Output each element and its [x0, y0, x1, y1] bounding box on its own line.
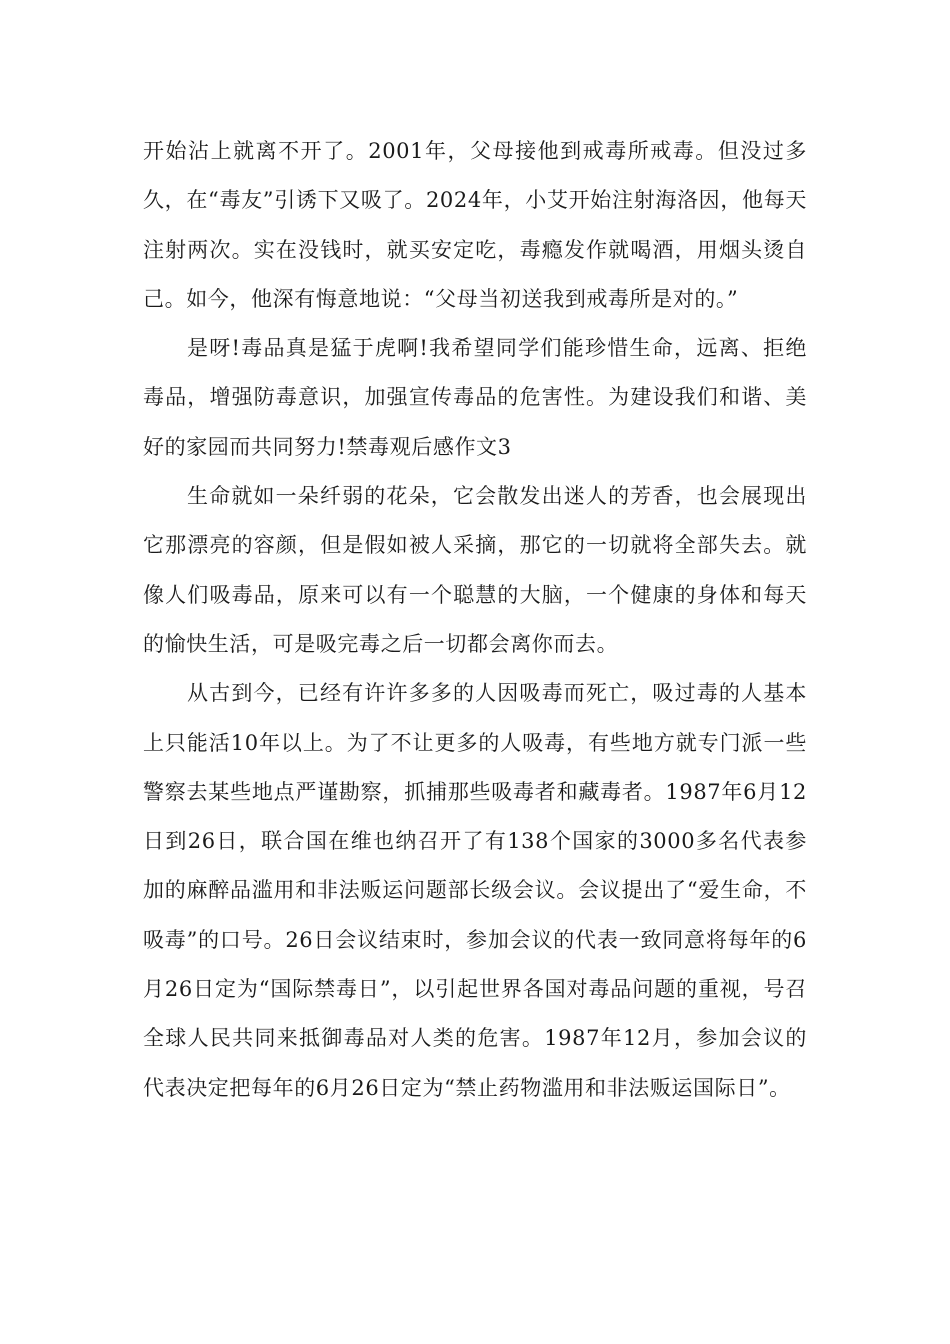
paragraph-1: 开始沾上就离不开了。2001年，父母接他到戒毒所戒毒。但没过多久，在“毒友”引诱下又吸了。2024年，小艾开始注射海洛因，他每天注射两次。实在没钱时，就买安定吃，毒瘾发作就喝酒，用烟头烫自己。如今，他深有悔意地说：“父母当初送我到戒毒所是对的。”	[143, 139, 807, 311]
paragraph-4: 从古到今，已经有许许多多的人因吸毒而死亡，吸过毒的人基本上只能活10年以上。为了不让更多的人吸毒，有些地方就专门派一些警察去某些地点严谨勘察，抓捕那些吸毒者和藏毒者。1987年6月12日到26日，联合国在维也纳召开了有138个国家的3000多名代表参加的麻醉品滥用和非法贩运问题部长级会议。会议提出了“爱生命，不吸毒”的口号。26日会议结束时，参加会议的代表一致同意将每年的6月26日定为“国际禁毒日”，以引起世界各国对毒品问题的重视，号召全球人民共同来抵御毒品对人类的危害。1987年12月，参加会议的代表决定把每年的6月26日定为“禁止药物滥用和非法贩运国际日”。	[143, 681, 807, 1100]
paragraph-2: 是呀!毒品真是猛于虎啊!我希望同学们能珍惜生命，远离、拒绝毒品，增强防毒意识，加强宣传毒品的危害性。为建设我们和谐、美好的家园而共同努力!禁毒观后感作文3	[143, 336, 807, 459]
document-page	[143, 127, 807, 1113]
paragraph-3: 生命就如一朵纤弱的花朵，它会散发出迷人的芳香，也会展现出它那漂亮的容颜，但是假如被人采摘，那它的一切就将全部失去。就像人们吸毒品，原来可以有一个聪慧的大脑，一个健康的身体和每天的愉快生活，可是吸完毒之后一切都会离你而去。	[143, 484, 807, 656]
